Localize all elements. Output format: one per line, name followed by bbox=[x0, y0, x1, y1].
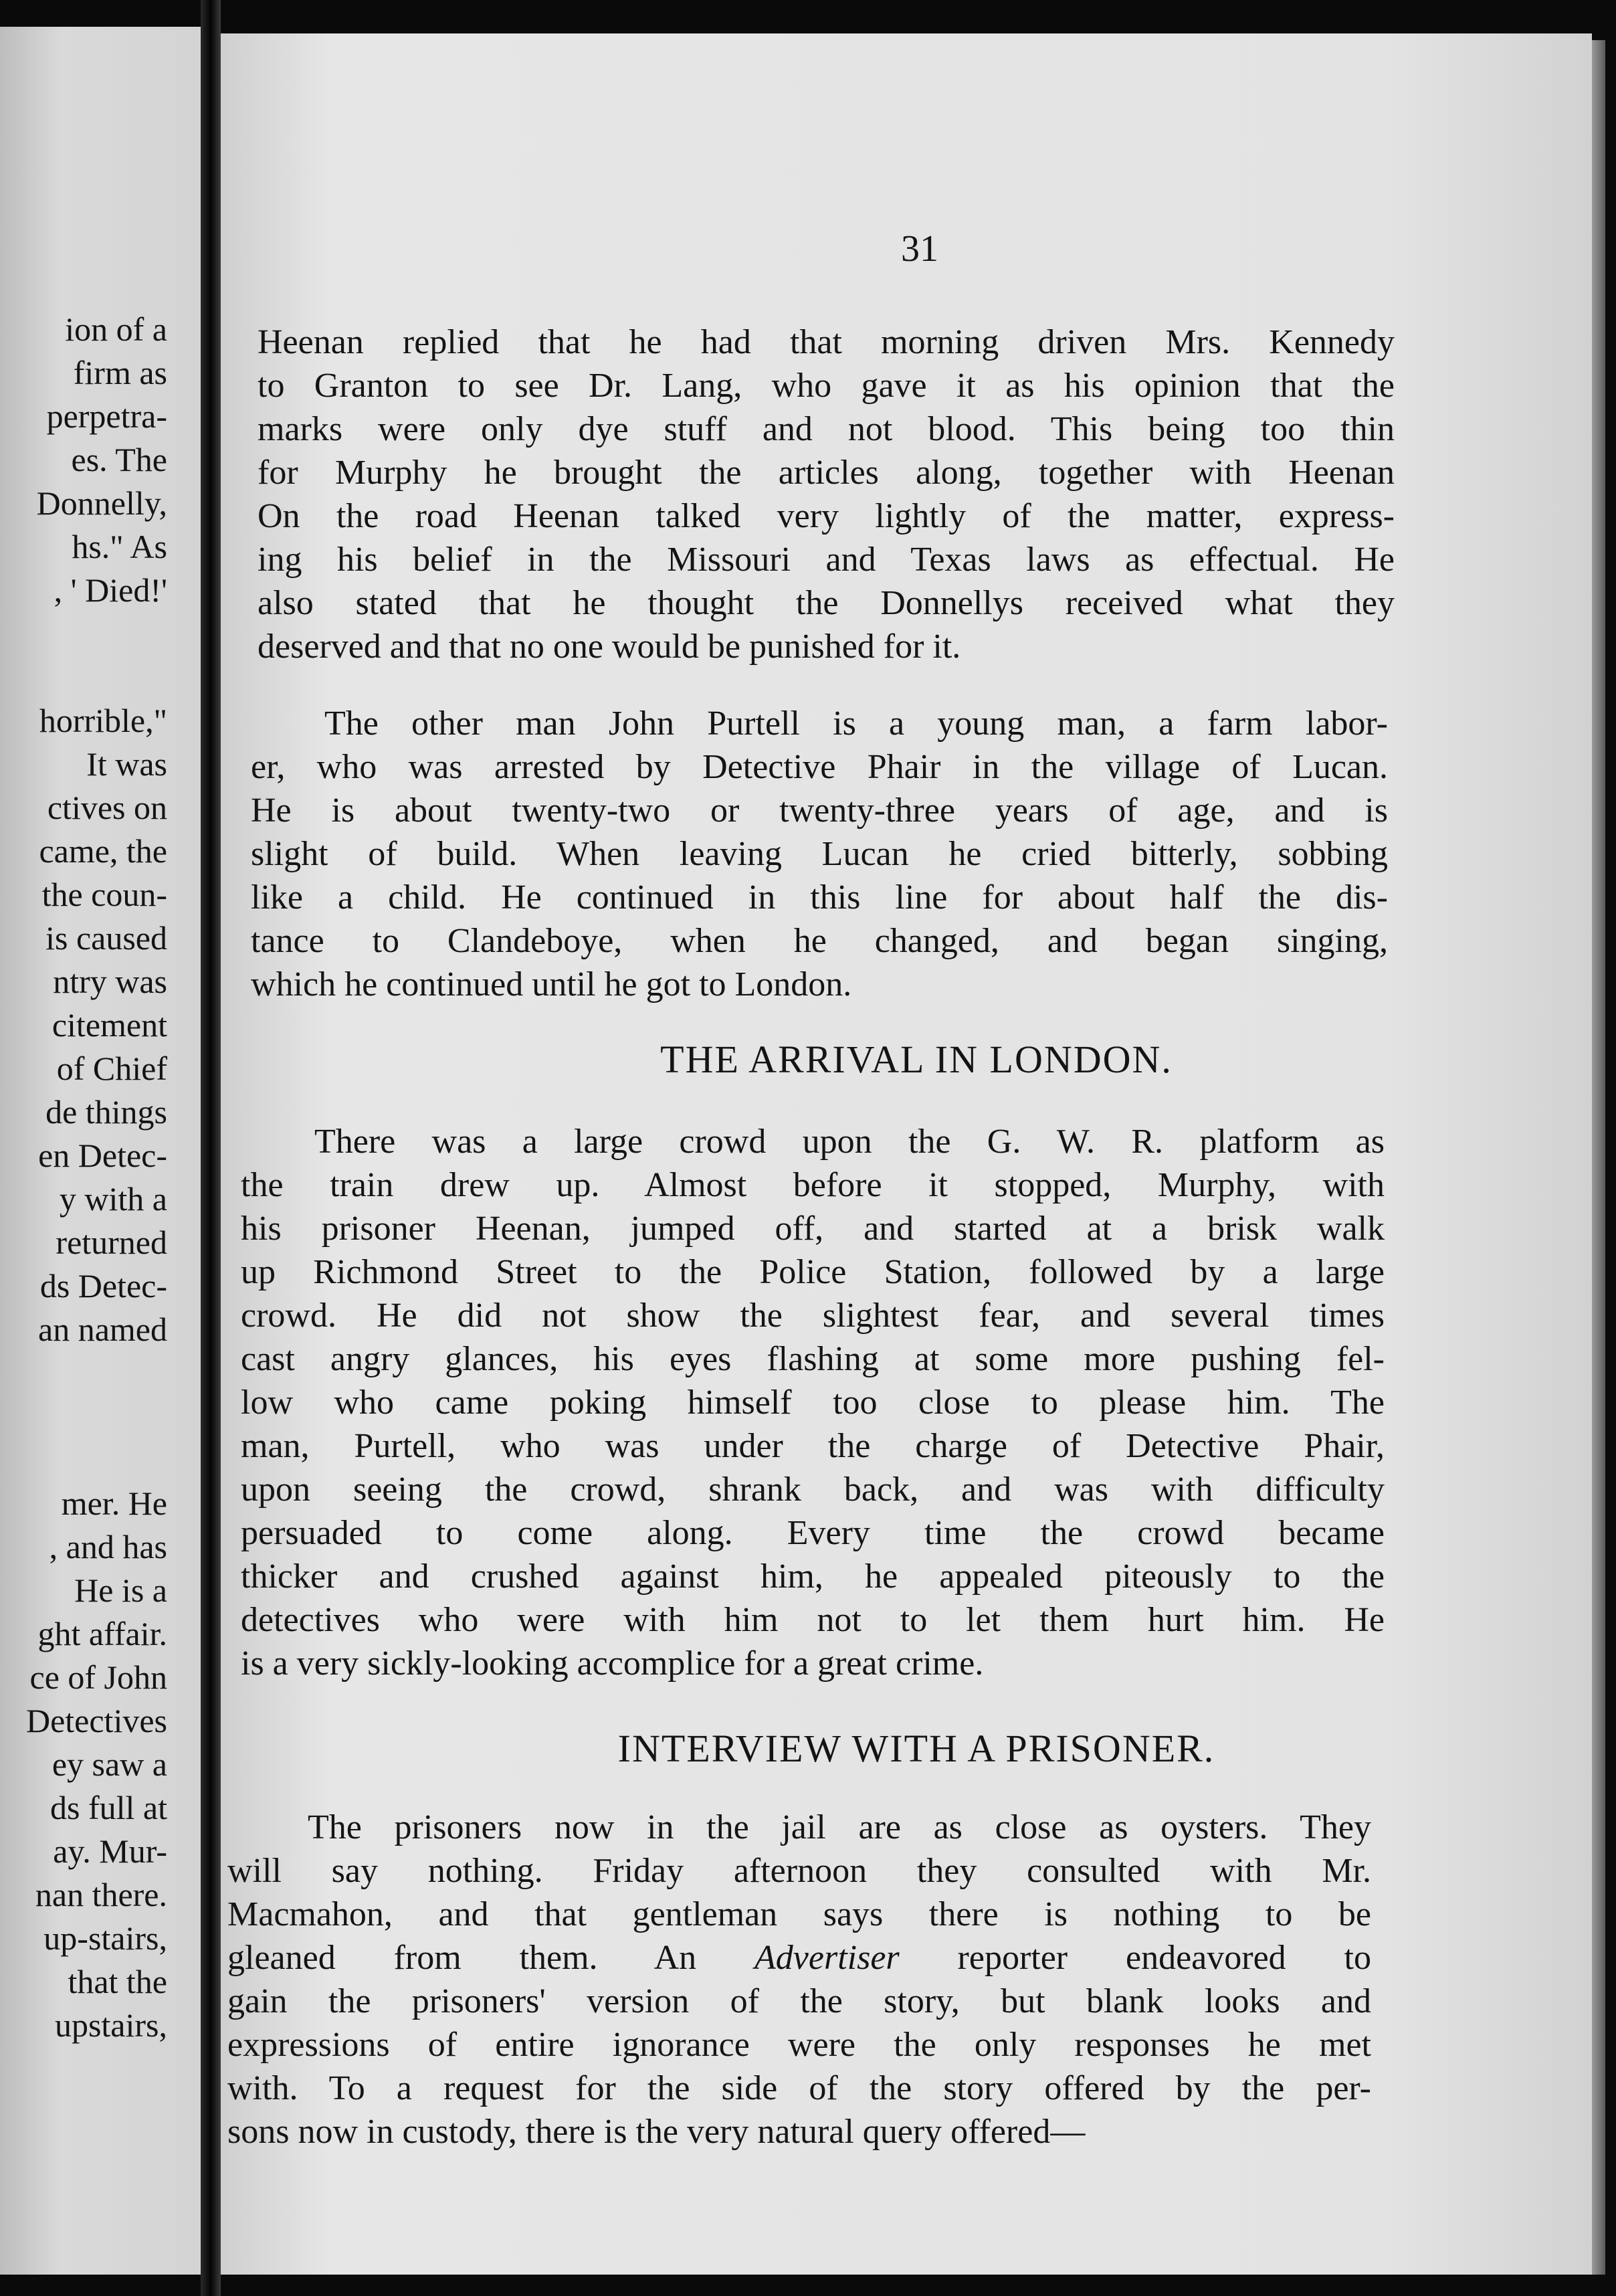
facing-page-line: , and has bbox=[49, 1528, 167, 1565]
facing-page-fragment bbox=[0, 27, 201, 2275]
text-line: his prisoner Heenan, jumped off, and started at a brisk walk bbox=[241, 1210, 1385, 1248]
text-line: detectives who were with him not to let them hurt him. He bbox=[241, 1601, 1385, 1639]
section-heading-arrival: THE ARRIVAL IN LONDON. bbox=[660, 1038, 1173, 1081]
facing-page-line: He is a bbox=[74, 1571, 167, 1609]
facing-page-line: citement bbox=[52, 1006, 167, 1044]
text-line: the train drew up. Almost before it stopped, Murphy, with bbox=[241, 1166, 1385, 1204]
facing-page-line: perpetra- bbox=[46, 397, 167, 435]
text-line: up Richmond Street to the Police Station, followed by a large bbox=[241, 1253, 1385, 1291]
text-line: ing his belief in the Missouri and Texas laws as effectual. He bbox=[258, 541, 1395, 579]
facing-page-line: nan there. bbox=[35, 1876, 167, 1913]
facing-page-line: y with a bbox=[59, 1180, 167, 1218]
text-line: is a very sickly-looking accomplice for a great crime. bbox=[241, 1644, 984, 1683]
text-line: upon seeing the crowd, shrank back, and was with difficulty bbox=[241, 1470, 1385, 1509]
text-line: er, who was arrested by Detective Phair in the village of Lucan. bbox=[251, 748, 1388, 786]
facing-page-line: de things bbox=[45, 1093, 167, 1131]
text-line: man, Purtell, who was under the charge of Detective Phair, bbox=[241, 1427, 1385, 1465]
text-line: will say nothing. Friday afternoon they consulted with Mr. bbox=[227, 1852, 1371, 1890]
facing-page-line: Donnelly, bbox=[36, 484, 167, 522]
facing-page-line: upstairs, bbox=[54, 2006, 167, 2044]
text-line: On the road Heenan talked very lightly of the matter, express- bbox=[258, 497, 1395, 535]
text-line: sons now in custody, there is the very natural query offered— bbox=[227, 2113, 1086, 2151]
facing-page-line: up-stairs, bbox=[43, 1919, 167, 1957]
facing-page-line: ds full at bbox=[50, 1789, 167, 1826]
facing-page-line: ay. Mur- bbox=[53, 1832, 167, 1870]
text-line: low who came poking himself too close to please him. The bbox=[241, 1383, 1385, 1422]
facing-page-line: ds Detec- bbox=[39, 1267, 167, 1305]
text-line: Macmahon, and that gentleman says there is nothing to be bbox=[227, 1895, 1371, 1933]
facing-page-line: returned bbox=[56, 1224, 167, 1261]
facing-page-line: mer. He bbox=[61, 1485, 167, 1522]
facing-page-line: ion of a bbox=[65, 310, 167, 348]
facing-page-line: ght affair. bbox=[37, 1615, 167, 1652]
text-line: He is about twenty-two or twenty-three years of age, and is bbox=[251, 791, 1388, 830]
text-line: gleaned from them. An Advertiser reporter endeavored to bbox=[227, 1939, 1372, 1977]
text-line: which he continued until he got to London. bbox=[251, 965, 852, 1003]
page-edge bbox=[1592, 40, 1605, 2275]
page-number: 31 bbox=[901, 228, 938, 270]
text-line: expressions of entire ignorance were the only responses he met bbox=[227, 2026, 1371, 2064]
text-line: thicker and crushed against him, he appealed piteously to the bbox=[241, 1557, 1385, 1596]
facing-page-line: horrible," bbox=[39, 702, 167, 739]
facing-page-line: , ' Died!' bbox=[54, 571, 167, 609]
text-line: The other man John Purtell is a young man, a farm labor- bbox=[324, 704, 1388, 743]
section-heading-interview: INTERVIEW WITH A PRISONER. bbox=[617, 1727, 1215, 1770]
facing-page-line: ey saw a bbox=[52, 1745, 167, 1783]
facing-page-line: es. The bbox=[71, 441, 167, 478]
text-line: marks were only dye stuff and not blood. This being too thin bbox=[258, 410, 1395, 448]
facing-page-line: ctives on bbox=[47, 789, 167, 826]
text-line: gain the prisoners' version of the story, but blank looks and bbox=[227, 1982, 1371, 2020]
text-line: There was a large crowd upon the G. W. R. platform as bbox=[314, 1123, 1385, 1161]
text-line: slight of build. When leaving Lucan he cried bitterly, sobbing bbox=[251, 835, 1388, 873]
book-page bbox=[221, 33, 1592, 2275]
facing-page-line: ce of John bbox=[29, 1658, 167, 1696]
text-line: also stated that he thought the Donnellys received what they bbox=[258, 584, 1395, 622]
text-line: to Granton to see Dr. Lang, who gave it as his opinion that the bbox=[258, 367, 1395, 405]
text-line: The prisoners now in the jail are as close as oysters. They bbox=[308, 1808, 1371, 1846]
text-line: crowd. He did not show the slightest fear, and several times bbox=[241, 1297, 1385, 1335]
facing-page-line: ntry was bbox=[53, 963, 167, 1000]
facing-page-line: came, the bbox=[39, 832, 167, 870]
text-line: tance to Clandeboye, when he changed, and began singing, bbox=[251, 922, 1388, 960]
facing-page-line: firm as bbox=[73, 354, 167, 391]
facing-page-line: hs." As bbox=[72, 528, 167, 565]
text-line: for Murphy he brought the articles along, together with Heenan bbox=[258, 454, 1395, 492]
facing-page-line: the coun- bbox=[41, 876, 167, 913]
facing-page-line: en Detec- bbox=[38, 1137, 167, 1174]
facing-page-line: of Chief bbox=[56, 1050, 167, 1087]
text-line: with. To a request for the side of the story offered by the per- bbox=[227, 2069, 1371, 2107]
facing-page-line: is caused bbox=[45, 919, 167, 957]
facing-page-line: Detectives bbox=[25, 1702, 167, 1739]
facing-page-line: It was bbox=[86, 745, 167, 783]
facing-page-line: an named bbox=[38, 1311, 167, 1348]
book-gutter bbox=[201, 0, 221, 2296]
text-line: cast angry glances, his eyes flashing at some more pushing fel- bbox=[241, 1340, 1385, 1378]
text-line: Heenan replied that he had that morning driven Mrs. Kennedy bbox=[258, 323, 1395, 361]
facing-page-line: that the bbox=[68, 1963, 167, 2000]
text-line: like a child. He continued in this line for about half the dis- bbox=[251, 878, 1388, 917]
text-line: persuaded to come along. Every time the crowd became bbox=[241, 1514, 1385, 1552]
text-line: deserved and that no one would be punished for it. bbox=[258, 628, 961, 666]
